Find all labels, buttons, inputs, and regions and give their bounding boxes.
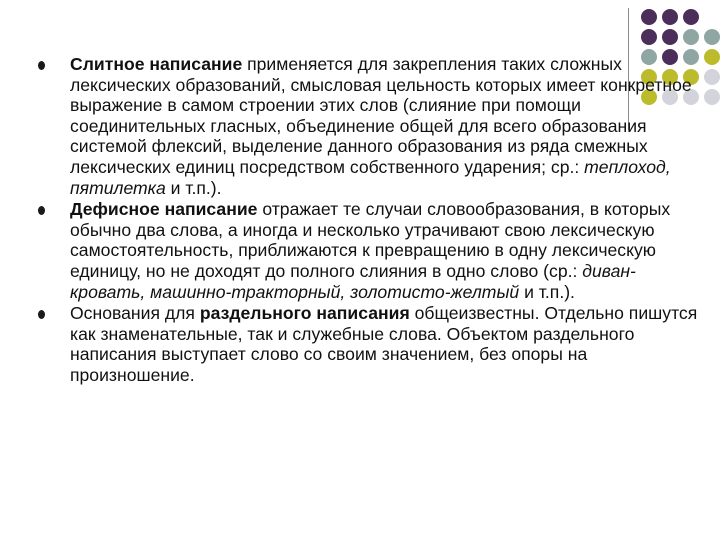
decor-dot (662, 29, 678, 45)
decor-dot (704, 49, 720, 65)
decor-dot (683, 29, 699, 45)
bold-term: раздельного написания (199, 303, 410, 324)
bold-term: Дефисное написание (70, 199, 258, 220)
bullet-dot-icon (38, 61, 45, 70)
decor-dot (662, 9, 678, 25)
bullet-text (70, 303, 698, 385)
decor-dot (683, 9, 699, 25)
example-words: диван-кровать, машинно-тракторный, золотисто-желтый (70, 260, 636, 302)
text-run: Основания для (70, 303, 200, 324)
bullet-dot-icon (38, 310, 45, 319)
bullet-list (38, 54, 698, 386)
text-run: отражает те случаи словообразования, в которых обычно два слова, а иногда и несколько утрачивают свою лексическую самостоятельность, приближаются к превращению в одну лексическую единицу, но не доходят до полного слияния в одно слово (ср.: (70, 199, 671, 281)
text-run: и т.п.). (165, 177, 222, 198)
bold-term: Слитное написание (70, 54, 243, 74)
bullet-text (70, 199, 698, 302)
text-run: и т.п.). (519, 281, 575, 302)
bullet-item-1 (38, 54, 698, 198)
text-run: общеизвестны. Отдельно пишутся как знаменательные, так и служебные слова. Объектом раздельного написания выступает слово со своим значением, без опоры на произношение. (70, 303, 698, 385)
bullet-text (70, 54, 698, 198)
text-run: применяется для закрепления таких сложных лексических образований, смысловая цельность которых имеет конкретное выражение в самом строении этих слов (слияние при помощи соединительных гласных, объединение общей для всего образования системой флексий, выделение данного образования из ряда смежных лексических единиц посредством собственного ударения; ср.: (70, 54, 692, 177)
example-words: теплоход, пятилетка (70, 156, 671, 198)
bullet-dot-icon (38, 206, 45, 215)
decor-dot (704, 69, 720, 85)
decor-dot (704, 89, 720, 105)
bullet-item-3 (38, 303, 698, 385)
decor-dot (704, 29, 720, 45)
decor-dot (641, 29, 657, 45)
bullet-item-2 (38, 199, 698, 302)
decor-dot (641, 9, 657, 25)
